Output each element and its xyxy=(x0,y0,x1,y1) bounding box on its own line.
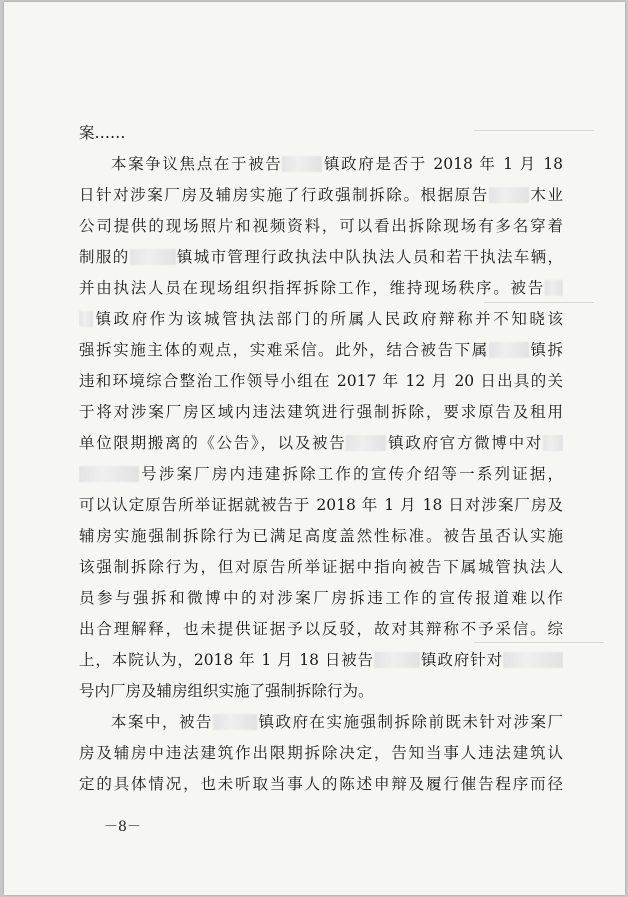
redaction xyxy=(489,187,529,203)
text-line: 房及辅房中违法建筑作出限期拆除决定，告知当事人违法建筑认 xyxy=(79,744,563,762)
text-line: 本案中，被告 镇政府在实施强制拆除前既未针对涉案厂 xyxy=(111,713,563,731)
redaction xyxy=(346,435,386,451)
text-line: 公司提供的现场照片和视频资料，可以看出拆除现场有多名穿着 xyxy=(79,217,563,235)
text-line: 制服的 镇城市管理行政执法中队执法人员和若干执法车辆， xyxy=(79,248,563,266)
text-line: 号内厂房及辅房组织实施了强制拆除行为。 xyxy=(79,682,374,700)
text-line: 镇政府作为该城管执法部门的所属人民政府辩称并不知晓该 xyxy=(79,309,563,329)
redaction xyxy=(79,466,139,482)
scan-artifact xyxy=(484,302,594,303)
text-line: 于将对涉案厂房区域内违法建筑进行强制拆除，要求原告及租用 xyxy=(79,403,563,421)
redaction xyxy=(213,714,257,730)
redaction xyxy=(374,652,420,668)
text-line: 员参与强拆和微博中的对涉案厂房拆违工作的宣传报道难以作 xyxy=(79,589,563,607)
text-line: 案…… xyxy=(79,124,126,142)
text-line: 可以认定原告所举证据就被告于 2018 年 1 月 18 日对涉案厂房及 xyxy=(79,496,563,514)
text-line: 定的具体情况，也未听取当事人的陈述申辩及履行催告程序而径 xyxy=(79,775,563,793)
redaction xyxy=(282,156,322,172)
page-number: －8－ xyxy=(104,819,141,835)
text-line: 违和环境综合整治工作领导小组在 2017 年 12 月 20 日出具的关 xyxy=(79,372,563,390)
redaction xyxy=(130,249,176,265)
text-line: 该强制拆除行为，但对原告所举证据中指向被告下属城管执法人 xyxy=(79,558,563,576)
text-line: 日针对涉案厂房及辅房实施了行政强制拆除。根据原告 木业 xyxy=(79,186,563,204)
text-line: 号涉案厂房内违建拆除工作的宣传介绍等一系列证据， xyxy=(79,464,563,484)
redaction xyxy=(489,342,529,358)
text-line: 本案争议焦点在于被告 镇政府是否于 2018 年 1 月 18 xyxy=(111,155,563,173)
redaction xyxy=(545,280,563,296)
text-line: 上，本院认为，2018 年 1 月 18 日被告 镇政府针对 xyxy=(79,650,563,670)
redaction xyxy=(79,311,93,327)
redaction xyxy=(503,652,563,668)
document-page xyxy=(4,2,625,895)
scan-artifact xyxy=(474,642,604,643)
text-line: 出合理解释，也未提供证据予以反驳，故对其辩称不予采信。综 xyxy=(79,620,563,638)
text-line: 并由执法人员在现场组织指挥拆除工作，维持现场秩序。被告 xyxy=(79,278,563,298)
text-line: 辅房实施强制拆除行为已满足高度盖然性标准。被告虽否认实施 xyxy=(79,527,563,545)
text-line: 单位限期搬离的《公告》，以及被告 镇政府官方微博中对 xyxy=(79,433,563,453)
redaction xyxy=(543,435,563,451)
text-line: 强拆实施主体的观点，实难采信。此外，结合被告下属 镇拆 xyxy=(79,341,563,359)
